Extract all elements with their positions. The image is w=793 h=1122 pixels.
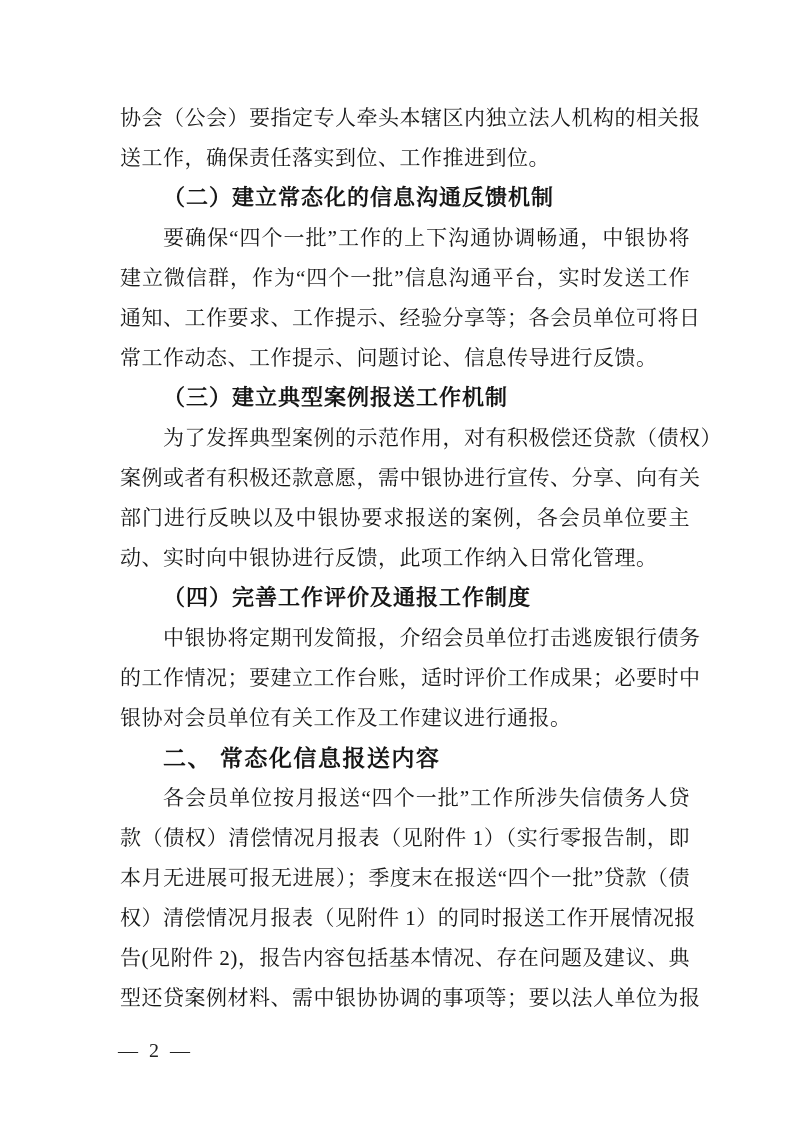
paragraph-line: 协会（公会）要指定专人牵头本辖区内独立法人机构的相关报 xyxy=(120,106,701,130)
section-heading: （三）建立典型案例报送工作机制 xyxy=(163,385,509,410)
document-body xyxy=(120,98,722,1018)
paragraph-line: 中银协将定期刊发简报，介绍会员单位打击逃废银行债务 xyxy=(163,626,701,650)
paragraph-line: 告(见附件 2)，报告内容包括基本情况、存在问题及建议、典 xyxy=(120,946,690,970)
paragraph-line: 案例或者有积极还款意愿，需中银协进行宣传、分享、向有关 xyxy=(120,466,701,490)
page-number: — 2 — xyxy=(118,1040,193,1062)
paragraph-line: 权）清偿情况月报表（见附件 1）的同时报送工作开展情况报 xyxy=(120,906,696,930)
paragraph-line: 款（债权）清偿情况月报表（见附件 1）（实行零报告制，即 xyxy=(120,826,690,850)
paragraph-line: 送工作，确保责任落实到位、工作推进到位。 xyxy=(120,146,550,170)
paragraph-line: 常工作动态、工作提示、问题讨论、信息传导进行反馈。 xyxy=(120,346,658,370)
section-heading: （四）完善工作评价及通报工作制度 xyxy=(163,585,532,610)
paragraph-line: 要确保“四个一批”工作的上下沟通协调畅通，中银协将 xyxy=(163,226,690,250)
paragraph-line: 通知、工作要求、工作提示、经验分享等；各会员单位可将日 xyxy=(120,306,701,330)
paragraph-line: 银协对会员单位有关工作及工作建议进行通报。 xyxy=(120,706,572,730)
section-heading-numbered: 二、 常态化信息报送内容 xyxy=(163,745,441,771)
paragraph-line: 型还贷案例材料、需中银协协调的事项等；要以法人单位为报 xyxy=(120,986,701,1010)
paragraph-line: 动、实时向中银协进行反馈，此项工作纳入日常化管理。 xyxy=(120,546,658,570)
paragraph-line: 建立微信群，作为“四个一批”信息沟通平台，实时发送工作 xyxy=(120,266,690,290)
paragraph-line: 本月无进展可报无进展）；季度末在报送“四个一批”贷款（债 xyxy=(120,866,690,890)
paragraph-line: 各会员单位按月报送“四个一批”工作所涉失信债务人贷 xyxy=(163,786,690,810)
section-heading: （二）建立常态化的信息沟通反馈机制 xyxy=(163,185,555,210)
paragraph-line: 为了发挥典型案例的示范作用，对有积极偿还贷款（债权） xyxy=(163,426,722,450)
paragraph-line: 的工作情况；要建立工作台账，适时评价工作成果；必要时中 xyxy=(120,666,701,690)
paragraph-line: 部门进行反映以及中银协要求报送的案例，各会员单位要主 xyxy=(120,506,690,530)
